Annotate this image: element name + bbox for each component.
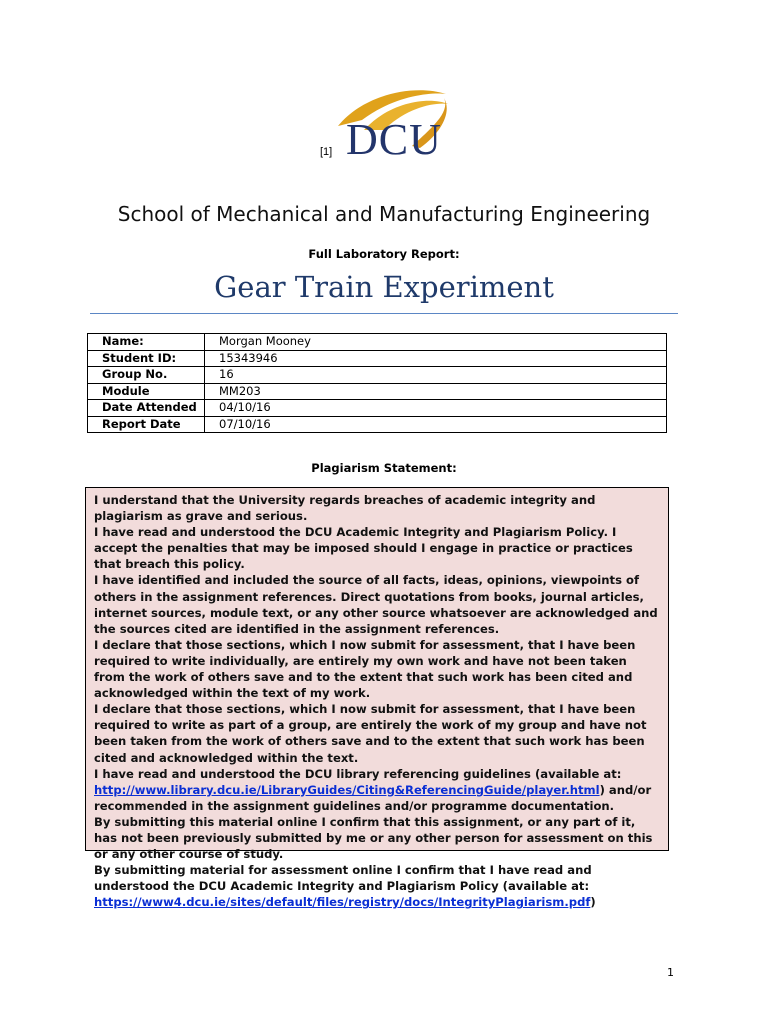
page-number: 1 [667,966,674,979]
plagiarism-statement-box [85,487,669,910]
table-row [88,334,667,351]
statement-paragraph: I have identified and included the source of all facts, ideas, opinions, viewpoints of others in the assignment references. Direct quotations from books, journal articles, internet sources, module text, or any other source whatsoever are acknowledged and the sources cited are identified in the assignment references. [94,573,658,636]
library-guide-link[interactable]: http://www.library.dcu.ie/LibraryGuides/Citing&ReferencingGuide/player.html [94,782,600,797]
info-value: 04/10/16 [205,400,667,417]
info-value: Morgan Mooney [205,334,667,351]
report-title: Gear Train Experiment [214,270,554,304]
statement-paragraph [94,862,660,910]
info-label: Date Attended [88,400,205,417]
info-label: Group No. [88,367,205,384]
statement-text: ) [590,895,596,910]
info-value: 15343946 [205,350,667,367]
statement-paragraph: I declare that those sections, which I now submit for assessment, that I have been required to write individually, are entirely my own work and have not been taken from the work of others save and to the extent that such work has been cited and acknowledged within the text of my work. [94,637,636,701]
table-row [88,400,667,417]
statement-paragraph: By submitting this material online I confirm that this assignment, or any part of it, has not been previously submitted by me or any other person for assessment on this or any other course of study. [94,814,653,862]
logo-reference: [1] [320,146,333,158]
dcu-logo-text: DCU [346,115,442,164]
school-name: School of Mechanical and Manufacturing Engineering [117,202,651,226]
info-label: Student ID: [88,350,205,367]
table-row [88,416,667,433]
title-divider [90,313,678,314]
statement-text: By submitting material for assessment online I confirm that I have read and understood the DCU Academic Integrity and Plagiarism Policy (available at: [94,863,592,894]
statement-paragraph [94,766,660,814]
statement-paragraph: I declare that those sections, which I now submit for assessment, that I have been required to write as part of a group, are entirely the work of my group and have not been taken from the work of others save and to the extent that such work has been cited and acknowledged within the text. [94,702,647,765]
integrity-policy-link[interactable]: https://www4.dcu.ie/sites/default/files/registry/docs/IntegrityPlagiarism.pdf [94,895,591,910]
report-type: Full Laboratory Report: [308,247,460,261]
statement-paragraph: I understand that the University regards breaches of academic integrity and plagiarism as grave and serious. [94,493,596,524]
info-label: Report Date [88,416,205,433]
statement-text: ) and/or recommended in the assignment guidelines and/or programme documentation. [94,782,652,813]
info-label: Name: [88,334,205,351]
table-row [88,367,667,384]
info-label: Module [88,383,205,400]
table-row [88,383,667,400]
statement-text: I have read and understood the DCU library referencing guidelines (available at: [94,766,622,781]
statement-paragraph: I have read and understood the DCU Academic Integrity and Plagiarism Policy. I accept the penalties that may be imposed should I engage in practice or practices that breach this policy. [94,525,633,572]
info-value: 16 [205,367,667,384]
student-info-table [87,333,667,433]
info-value: MM203 [205,383,667,400]
table-row [88,350,667,367]
info-value: 07/10/16 [205,416,667,433]
plagiarism-heading: Plagiarism Statement: [311,461,457,475]
